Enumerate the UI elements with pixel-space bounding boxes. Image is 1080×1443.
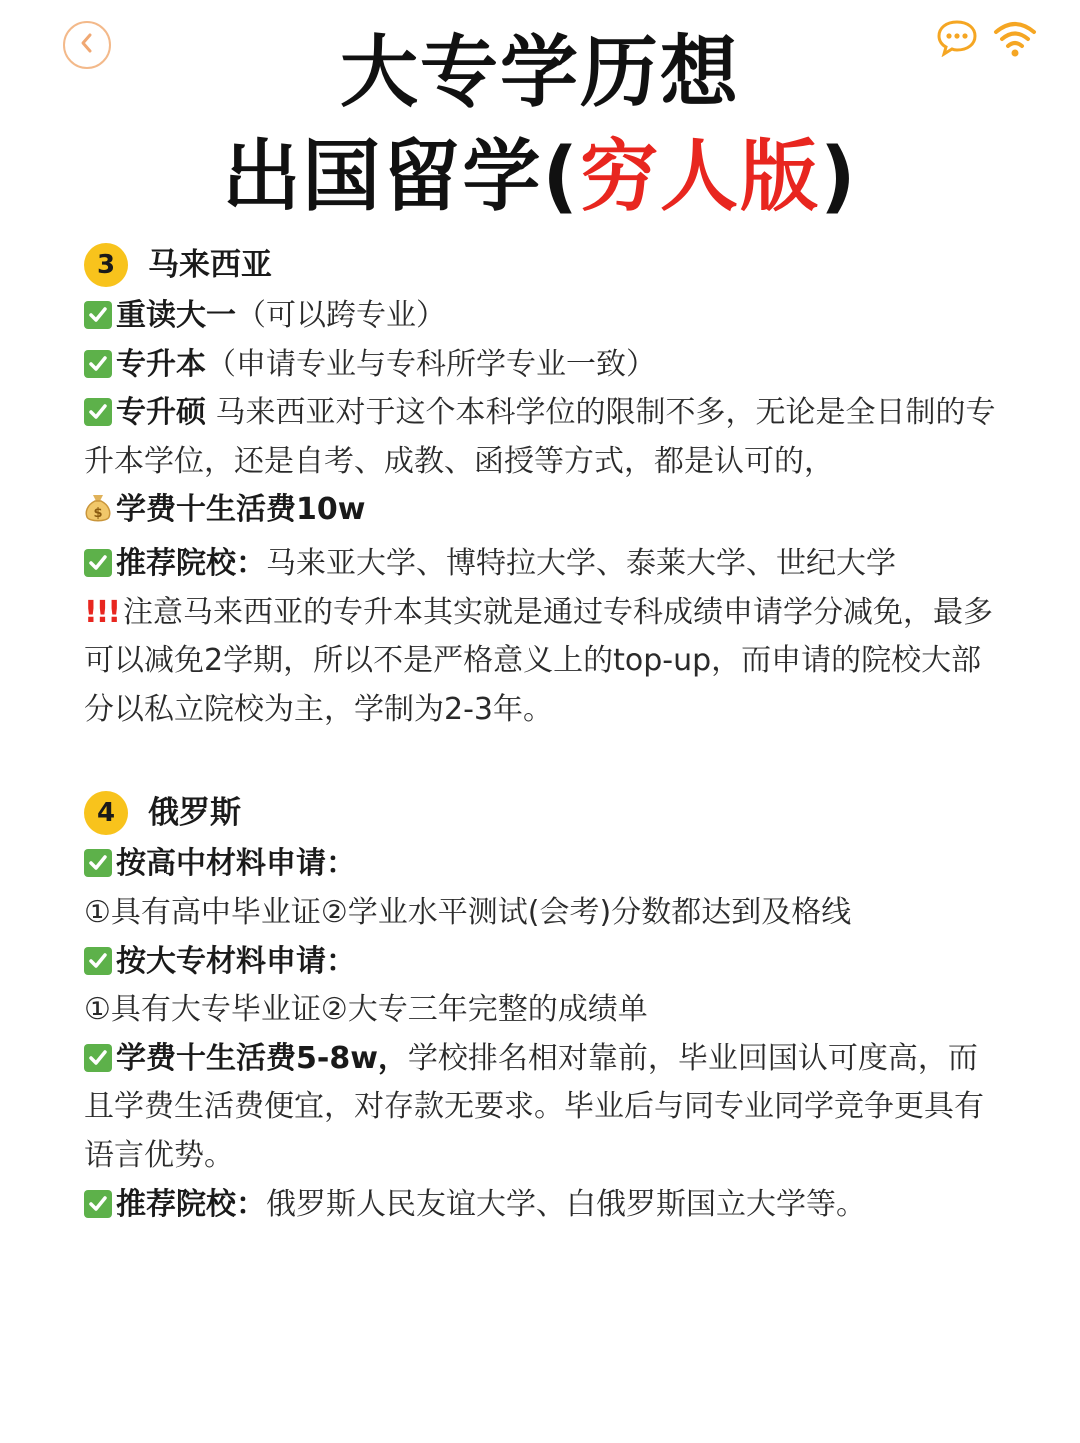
svg-text:$: $ bbox=[93, 506, 103, 522]
money-bag-icon bbox=[84, 491, 112, 540]
list-item: 专升本（申请专业与专科所学专业一致） bbox=[84, 341, 1004, 390]
section-number-badge: 4 bbox=[84, 791, 128, 835]
section-3-header bbox=[84, 238, 1004, 292]
list-item: 重读大一（可以跨专业） bbox=[84, 292, 1004, 341]
section-title: 马来西亚 bbox=[148, 246, 272, 283]
list-item: 按高中材料申请： bbox=[84, 840, 1004, 889]
list-item: 学费十生活费5-8w，学校排名相对靠前，毕业回国认可度高，而且学费生活费便宜，对存款无要求。毕业后与同专业同学竞争更具有语言优势。 bbox=[84, 1040, 984, 1173]
check-mark-icon bbox=[84, 849, 112, 877]
section-4-header bbox=[84, 786, 1004, 840]
exclamation-icon: !!! bbox=[84, 594, 120, 630]
list-item-detail: ①具有大专毕业证②大专三年完整的成绩单 bbox=[84, 992, 648, 1028]
check-mark-icon bbox=[84, 301, 112, 329]
list-item: 专升硕 马来西亚对于这个本科学位的限制不多，无论是全日制的专升本学位，还是自考、成教、函授等方式，都是认可的， bbox=[84, 395, 996, 479]
article-body bbox=[84, 238, 1004, 1229]
check-mark-icon bbox=[84, 549, 112, 577]
section-number-badge: 3 bbox=[84, 243, 128, 287]
list-item: 推荐院校：俄罗斯人民友谊大学、白俄罗斯国立大学等。 bbox=[84, 1181, 1004, 1230]
title-line-1: 大专学历想 bbox=[339, 28, 740, 118]
section-title: 俄罗斯 bbox=[148, 795, 241, 832]
check-mark-icon bbox=[84, 1190, 112, 1218]
list-item-detail: ①具有高中毕业证②学业水平测试(会考)分数都达到及格线 bbox=[84, 894, 852, 930]
title-highlight: 穷人版 bbox=[579, 132, 820, 222]
check-mark-icon bbox=[84, 1044, 112, 1072]
title-line-2-suffix: ) bbox=[820, 132, 858, 222]
check-mark-icon bbox=[84, 350, 112, 378]
check-mark-icon bbox=[84, 947, 112, 975]
title-line-2 bbox=[0, 132, 1080, 222]
title-line-2-prefix: 出国留学( bbox=[222, 132, 580, 222]
list-item: 按大专材料申请： bbox=[84, 938, 1004, 987]
note-paragraph: !!! 注意马来西亚的专升本其实就是通过专科成绩申请学分减免，最多可以减免2学期，所以不是严格意义上的top-up，而申请的院校大部分以私立院校为主，学制为2-3年。 bbox=[84, 594, 994, 727]
list-item: 推荐院校：马来亚大学、博特拉大学、泰莱大学、世纪大学 bbox=[84, 540, 1004, 589]
list-item: $ 学费十生活费10w bbox=[84, 486, 1004, 540]
check-mark-icon bbox=[84, 398, 112, 426]
